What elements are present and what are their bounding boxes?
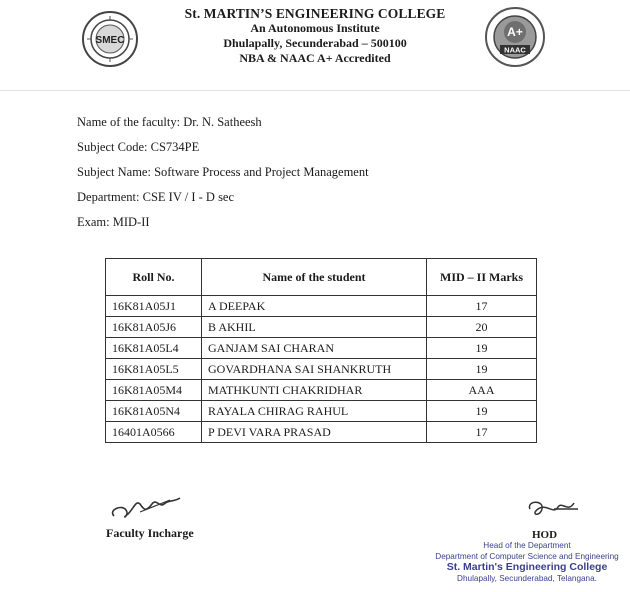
faculty-name: Name of the faculty: Dr. N. Satheesh xyxy=(77,115,262,129)
roll-cell: 16K81A05J6 xyxy=(106,317,202,338)
department: Department: CSE IV / I - D sec xyxy=(77,190,235,204)
marks-table xyxy=(105,258,537,443)
student-name-cell: RAYALA CHIRAG RAHUL xyxy=(202,401,427,422)
department-stamp xyxy=(432,540,622,584)
table-row xyxy=(106,422,537,443)
table-row xyxy=(106,338,537,359)
hod-signature-icon xyxy=(524,495,584,523)
roll-cell: 16K81A05L5 xyxy=(106,359,202,380)
hod-label: HOD xyxy=(532,529,558,541)
marks-cell: 19 xyxy=(427,401,537,422)
table-header-row xyxy=(106,259,537,296)
column-header-marks: MID – II Marks xyxy=(427,259,537,296)
header-divider xyxy=(0,90,630,91)
seal-text: SMEC xyxy=(95,35,125,46)
column-header-roll: Roll No. xyxy=(106,259,202,296)
naac-badge-logo xyxy=(484,6,546,68)
naac-grade: A+ xyxy=(507,25,523,39)
naac-label: NAAC xyxy=(504,45,526,55)
stamp-line-4: Dhulapally, Secunderabad, Telangana. xyxy=(457,574,597,583)
table-row xyxy=(106,380,537,401)
document-header xyxy=(0,0,630,100)
roll-cell: 16401A0566 xyxy=(106,422,202,443)
student-name-cell: B AKHIL xyxy=(202,317,427,338)
marks-cell: 19 xyxy=(427,359,537,380)
marks-cell: AAA xyxy=(427,380,537,401)
college-address: Dhulapally, Secunderabad – 500100 xyxy=(223,36,407,50)
roll-cell: 16K81A05N4 xyxy=(106,401,202,422)
college-name: St. MARTIN’S ENGINEERING COLLEGE xyxy=(184,6,446,21)
table-row xyxy=(106,317,537,338)
student-name-cell: MATHKUNTI CHAKRIDHAR xyxy=(202,380,427,401)
student-name-cell: A DEEPAK xyxy=(202,296,427,317)
hod-signature-block xyxy=(432,495,622,590)
subject-code: Subject Code: CS734PE xyxy=(77,140,200,154)
college-accreditation: NBA & NAAC A+ Accredited xyxy=(239,51,391,65)
exam-details xyxy=(77,112,369,237)
student-name-cell: GANJAM SAI CHARAN xyxy=(202,338,427,359)
table-row xyxy=(106,359,537,380)
roll-cell: 16K81A05L4 xyxy=(106,338,202,359)
college-seal-logo xyxy=(81,10,139,68)
student-name-cell: GOVARDHANA SAI SHANKRUTH xyxy=(202,359,427,380)
stamp-line-3: St. Martin's Engineering College xyxy=(446,561,608,573)
column-header-name: Name of the student xyxy=(202,259,427,296)
faculty-signature-icon xyxy=(100,492,190,524)
college-title-block xyxy=(150,6,480,66)
table-row xyxy=(106,401,537,422)
subject-name: Subject Name: Software Process and Project Management xyxy=(77,165,369,179)
roll-cell: 16K81A05J1 xyxy=(106,296,202,317)
marks-cell: 19 xyxy=(427,338,537,359)
table-row xyxy=(106,296,537,317)
stamp-line-2: Department of Computer Science and Engineering xyxy=(435,552,619,561)
exam-name: Exam: MID-II xyxy=(77,215,150,229)
college-subtitle: An Autonomous Institute xyxy=(250,21,380,35)
marks-cell: 17 xyxy=(427,422,537,443)
student-name-cell: P DEVI VARA PRASAD xyxy=(202,422,427,443)
stamp-line-1: Head of the Department xyxy=(483,541,571,550)
marks-cell: 17 xyxy=(427,296,537,317)
marks-cell: 20 xyxy=(427,317,537,338)
roll-cell: 16K81A05M4 xyxy=(106,380,202,401)
faculty-incharge-label: Faculty Incharge xyxy=(106,526,194,540)
faculty-signature-block xyxy=(100,492,194,540)
